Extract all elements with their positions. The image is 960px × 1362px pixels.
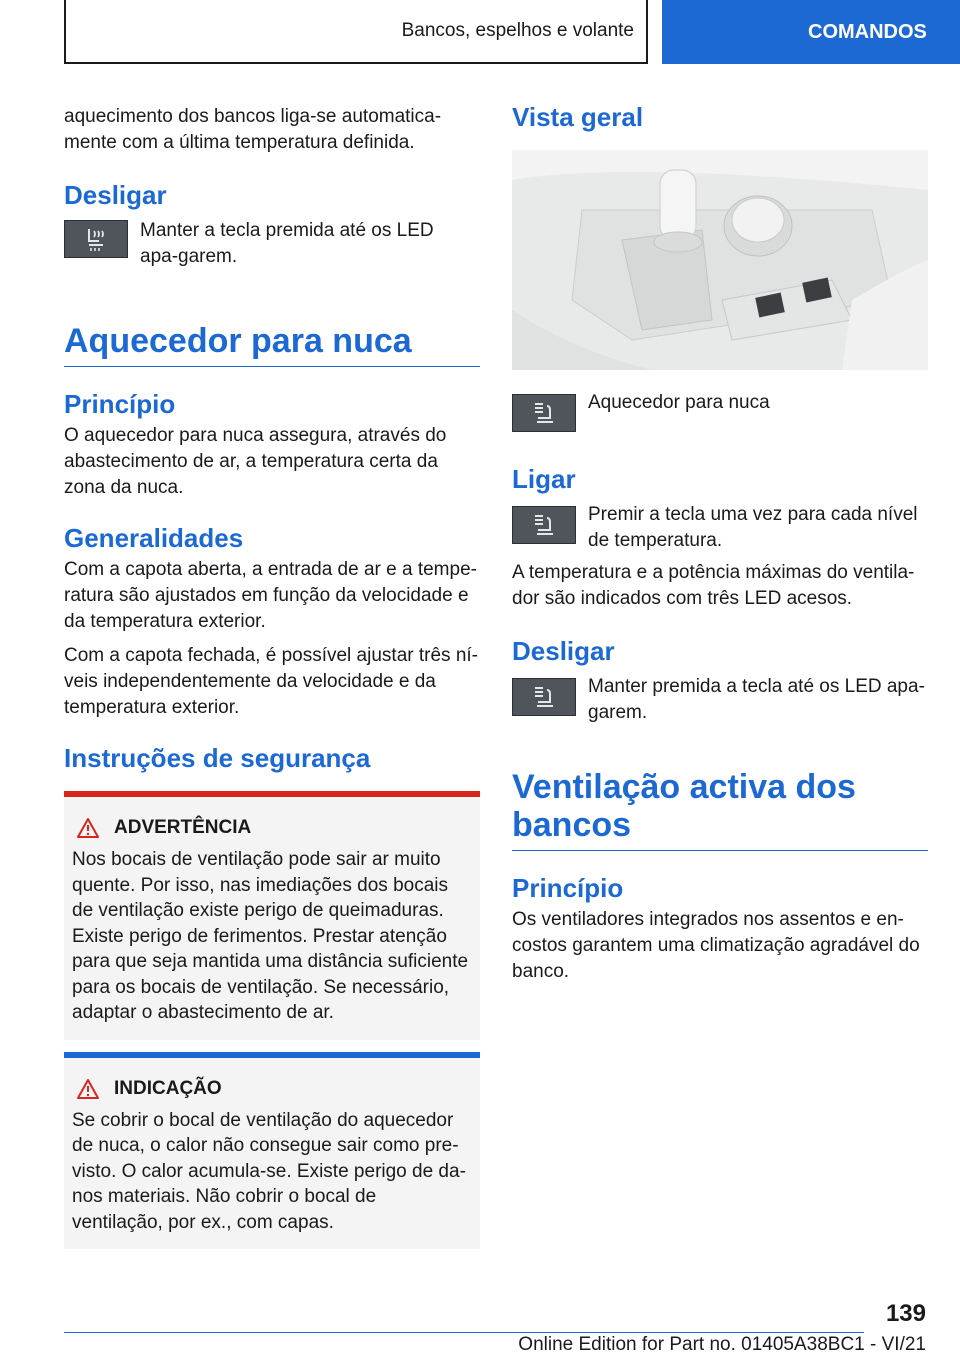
seat-heating-button-icon	[64, 220, 128, 258]
ligar-text: Premir a tecla uma vez para cada nível de temperatura.	[588, 504, 918, 551]
note-title-row	[72, 1078, 472, 1100]
chapter-tab	[662, 0, 960, 64]
principio-text: O aquecedor para nuca assegura, através do abastecimento de ar, a temperatura certa da zona da nuca.	[64, 425, 447, 498]
caution-triangle-icon	[76, 1078, 100, 1100]
intro-paragraph: aquecimento dos bancos liga-se automatica-mente com a última temperatura definida.	[64, 106, 442, 153]
ligar-heading: Ligar	[512, 464, 576, 494]
principio-heading-right: Princípio	[512, 873, 624, 903]
aquecedor-icon-row	[512, 392, 928, 432]
principio-text-right: Os ventiladores integrados nos assentos e en-costos garantem uma climatização agradável do banco.	[512, 909, 920, 982]
warning-title: ADVERTÊNCIA	[114, 817, 252, 838]
ligar-icon-row	[512, 504, 928, 554]
warning-text: Nos bocais de ventilação pode sair ar muito quente. Por isso, nas imediações dos bocais de ventilação existe perigo de queimaduras. Existe perigo de ferimentos. Prestar atenção para que seja mantida uma distância suficiente para os bocais de ventilação. Se necessário, adaptar o abastecimento de ar.	[72, 849, 469, 1023]
footer-rule	[64, 1332, 864, 1333]
center-console-photo	[512, 150, 928, 370]
note-title: INDICAÇÃO	[114, 1077, 222, 1099]
left-column	[64, 96, 480, 1249]
icon-caption: Aquecedor para nuca	[588, 392, 770, 413]
desligar-icon-row	[512, 676, 928, 726]
chapter-tab-label: COMANDOS	[808, 20, 927, 43]
desligar-heading-right: Desligar	[512, 636, 615, 666]
ligar-note: A temperatura e a potência máximas do ventila-dor são indicados com três LED acesos.	[512, 562, 915, 609]
page-number: 139	[885, 1300, 926, 1327]
footer-edition: Online Edition for Part no. 01405A38BC1 - VI/21	[518, 1334, 926, 1355]
note-text: Se cobrir o bocal de ventilação do aquecedor de nuca, o calor não consegue sair como pre-visto. O calor acumula-se. Existe perigo de da-nos materiais. Não cobrir o bocal de ventilação, por ex., com capas.	[72, 1109, 466, 1233]
running-header	[64, 0, 648, 64]
seguranca-heading: Instruções de segurança	[64, 743, 371, 773]
neck-warmer-button-icon	[512, 394, 576, 432]
warning-box	[64, 791, 480, 1040]
chapter-heading-aquecedor: Aquecedor para nuca	[64, 322, 480, 367]
generalidades-text-1: Com a capota aberta, a entrada de ar e a tempe-ratura são ajustados em função da velocidade e da temperatura exterior.	[64, 559, 477, 632]
desligar-text: Manter a tecla premida até os LED apa-garem.	[140, 220, 434, 267]
warning-triangle-icon	[76, 817, 100, 839]
seat-heat-off-row	[64, 218, 480, 270]
right-column	[512, 96, 928, 985]
chapter-heading-ventilacao: Ventilação activa dos bancos	[512, 768, 928, 851]
principio-heading: Princípio	[64, 389, 176, 419]
note-box	[64, 1052, 480, 1250]
desligar-text-right: Manter premida a tecla até os LED apa-garem.	[588, 676, 925, 723]
vista-geral-heading: Vista geral	[512, 102, 644, 132]
generalidades-heading: Generalidades	[64, 523, 244, 553]
warning-title-row	[72, 817, 472, 839]
generalidades-text-2: Com a capota fechada, é possível ajustar três ní-veis independentemente da velocidade e da temperatura exterior.	[64, 645, 478, 718]
neck-warmer-off-button-icon	[512, 678, 576, 716]
desligar-heading: Desligar	[64, 180, 167, 210]
neck-warmer-on-button-icon	[512, 506, 576, 544]
section-title: Bancos, espelhos e volante	[401, 20, 634, 41]
